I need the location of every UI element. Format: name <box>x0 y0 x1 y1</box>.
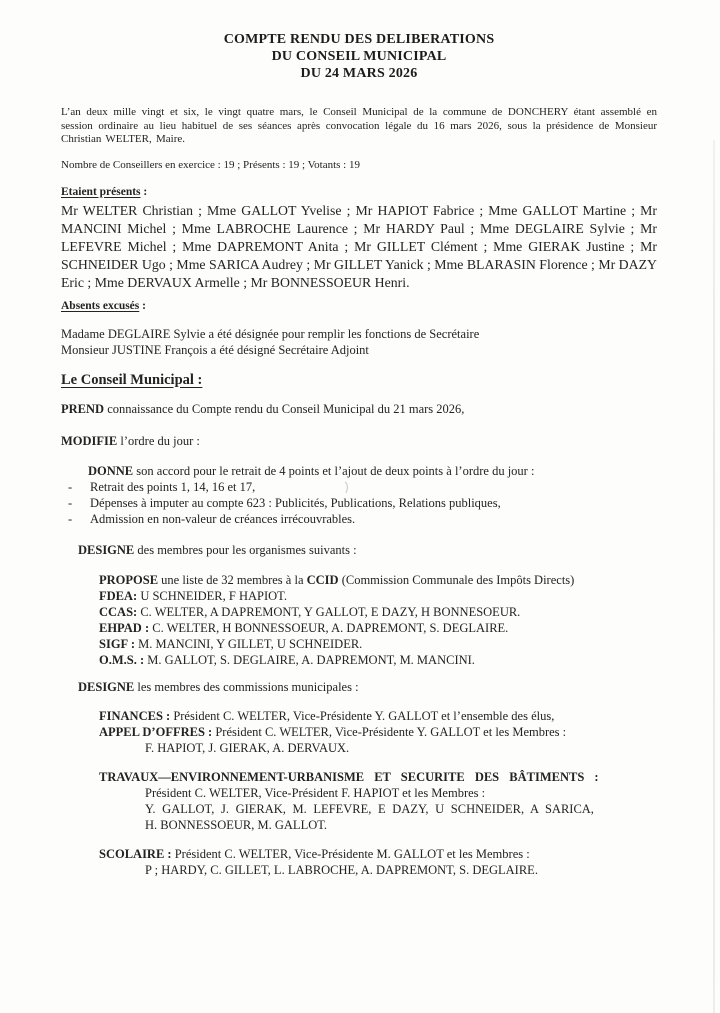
commission-appel-offres: APPEL D’OFFRES : Président C. WELTER, Vice-Présidente Y. GALLOT et les Membres : <box>99 724 567 739</box>
dash-bullet: - <box>68 495 73 510</box>
agenda-change-item: - Retrait des points 1, 14, 16 et 17, <box>68 479 256 494</box>
ccid-acronym: CCID <box>306 572 339 587</box>
present-heading: Etaient présents : <box>61 185 148 198</box>
resolution-donne: DONNE son accord pour le retrait de 4 points et l’ajout de deux points à l’ordre du jour : <box>88 463 535 478</box>
dash-bullet: - <box>68 511 73 526</box>
organisme-label: SIGF : <box>99 636 135 651</box>
commission-travaux-line1: Président C. WELTER, Vice-Président F. HAPIOT et les Membres : <box>145 785 486 800</box>
title-line-2: DU CONSEIL MUNICIPAL <box>271 49 447 64</box>
scan-edge-shadow <box>713 140 715 1013</box>
session-intro-paragraph: L’an deux mille vingt et six, le vingt quatre mars, le Conseil Municipal de la commune de DONCHERY étant assemblé en session ordinaire au lieu habituel de ses séances après convocation légale du 16 mars 2026, sous la présidence de Monsieur Christian WELTER, Maire. <box>61 106 657 145</box>
organisme-label: O.M.S. : <box>99 652 145 667</box>
resolution-prend: PREND connaissance du Compte rendu du Conseil Municipal du 21 mars 2026, <box>61 401 465 416</box>
title-line-3: DU 24 MARS 2026 <box>300 66 418 81</box>
secretary-designation <box>61 326 657 358</box>
organisme-label: CCAS: <box>99 604 138 619</box>
resolution-designe-commissions: DESIGNE les membres des commissions municipales : <box>78 679 359 694</box>
councillors-count-line: Nombre de Conseillers en exercice : 19 ; Présents : 19 ; Votants : 19 <box>61 158 360 171</box>
resolution-propose-ccid: PROPOSE une liste de 32 membres à la CCID (Commission Communale des Impôts Directs) <box>99 572 575 587</box>
present-members-list: Mr WELTER Christian ; Mme GALLOT Yvelise ; Mr HAPIOT Fabrice ; Mme GALLOT Martine ; Mr MANCINI Michel ; Mme LABROCHE Laurence ; Mr HARDY Paul ; Mme DEGLAIRE Sylvie ; Mr LEFEVRE Michel ; Mme DAPREMONT Anita ; Mr GILLET Clément ; Mme GIERAK Justine ; Mr SCHNEIDER Ugo ; Mme SARICA Audrey ; Mr GILLET Yanick ; Mme BLARASIN Florence ; Mr DAZY Eric ; Mme DERVAUX Armelle ; Mr BONNESSOEUR Henri. <box>61 202 657 290</box>
organisme-fdea: FDEA: U SCHNEIDER, F HAPIOT. <box>99 588 287 603</box>
organisme-label: FDEA: <box>99 588 138 603</box>
resolution-modifie-verb: MODIFIE <box>61 433 118 448</box>
resolution-designe-organismes: DESIGNE des membres pour les organismes suivants : <box>78 542 357 557</box>
organisme-oms: O.M.S. : M. GALLOT, S. DEGLAIRE, A. DAPREMONT, M. MANCINI. <box>99 652 475 667</box>
resolution-propose-verb: PROPOSE <box>99 572 159 587</box>
commission-label: APPEL D’OFFRES : <box>99 724 213 739</box>
scan-ink-artifact <box>343 481 351 494</box>
commission-travaux-line3: H. BONNESSOEUR, M. GALLOT. <box>145 817 328 832</box>
dash-bullet: - <box>68 479 73 494</box>
commission-finances: FINANCES : Président C. WELTER, Vice-Présidente Y. GALLOT et l’ensemble des élus, <box>99 708 555 723</box>
agenda-change-item: - Dépenses à imputer au compte 623 : Publicités, Publications, Relations publiques, <box>68 495 501 510</box>
resolution-donne-verb: DONNE <box>88 463 134 478</box>
commission-label: FINANCES : <box>99 708 171 723</box>
secretary-line-1: Madame DEGLAIRE Sylvie a été désignée pour remplir les fonctions de Secrétaire <box>61 326 480 341</box>
commission-appel-offres-members: F. HAPIOT, J. GIERAK, A. DERVAUX. <box>145 740 350 755</box>
commission-scolaire: SCOLAIRE : Président C. WELTER, Vice-Présidente M. GALLOT et les Membres : <box>99 846 530 861</box>
organisme-ehpad: EHPAD : C. WELTER, H BONNESSOEUR, A. DAPREMONT, S. DEGLAIRE. <box>99 620 509 635</box>
council-heading: Le Conseil Municipal : <box>61 371 203 388</box>
secretary-line-2: Monsieur JUSTINE François a été désigné Secrétaire Adjoint <box>61 342 369 357</box>
organisme-ccas: CCAS: C. WELTER, A DAPREMONT, Y GALLOT, E DAZY, H BONNESOEUR. <box>99 604 521 619</box>
absent-heading: Absents excusés : <box>61 299 146 312</box>
commission-travaux-label: TRAVAUX—ENVIRONNEMENT-URBANISME ET SECURITE DES BÂTIMENTS : <box>99 769 599 784</box>
organisme-label: EHPAD : <box>99 620 150 635</box>
title-line-1: COMPTE RENDU DES DELIBERATIONS <box>223 32 495 47</box>
resolution-designe-verb: DESIGNE <box>78 542 135 557</box>
agenda-change-item: - Admission en non-valeur de créances irrécouvrables. <box>68 511 356 526</box>
resolution-modifie: MODIFIE l’ordre du jour : <box>61 433 200 448</box>
commission-label: SCOLAIRE : <box>99 846 172 861</box>
document-title <box>61 31 657 82</box>
resolution-designe-verb: DESIGNE <box>78 679 135 694</box>
commission-travaux-line2: Y. GALLOT, J. GIERAK, M. LEFEVRE, E DAZY, U SCHNEIDER, A SARICA, <box>145 801 594 816</box>
organisme-sigf: SIGF : M. MANCINI, Y GILLET, U SCHNEIDER. <box>99 636 363 651</box>
resolution-prend-verb: PREND <box>61 401 105 416</box>
commission-scolaire-members: P ; HARDY, C. GILLET, L. LABROCHE, A. DAPREMONT, S. DEGLAIRE. <box>145 862 538 877</box>
